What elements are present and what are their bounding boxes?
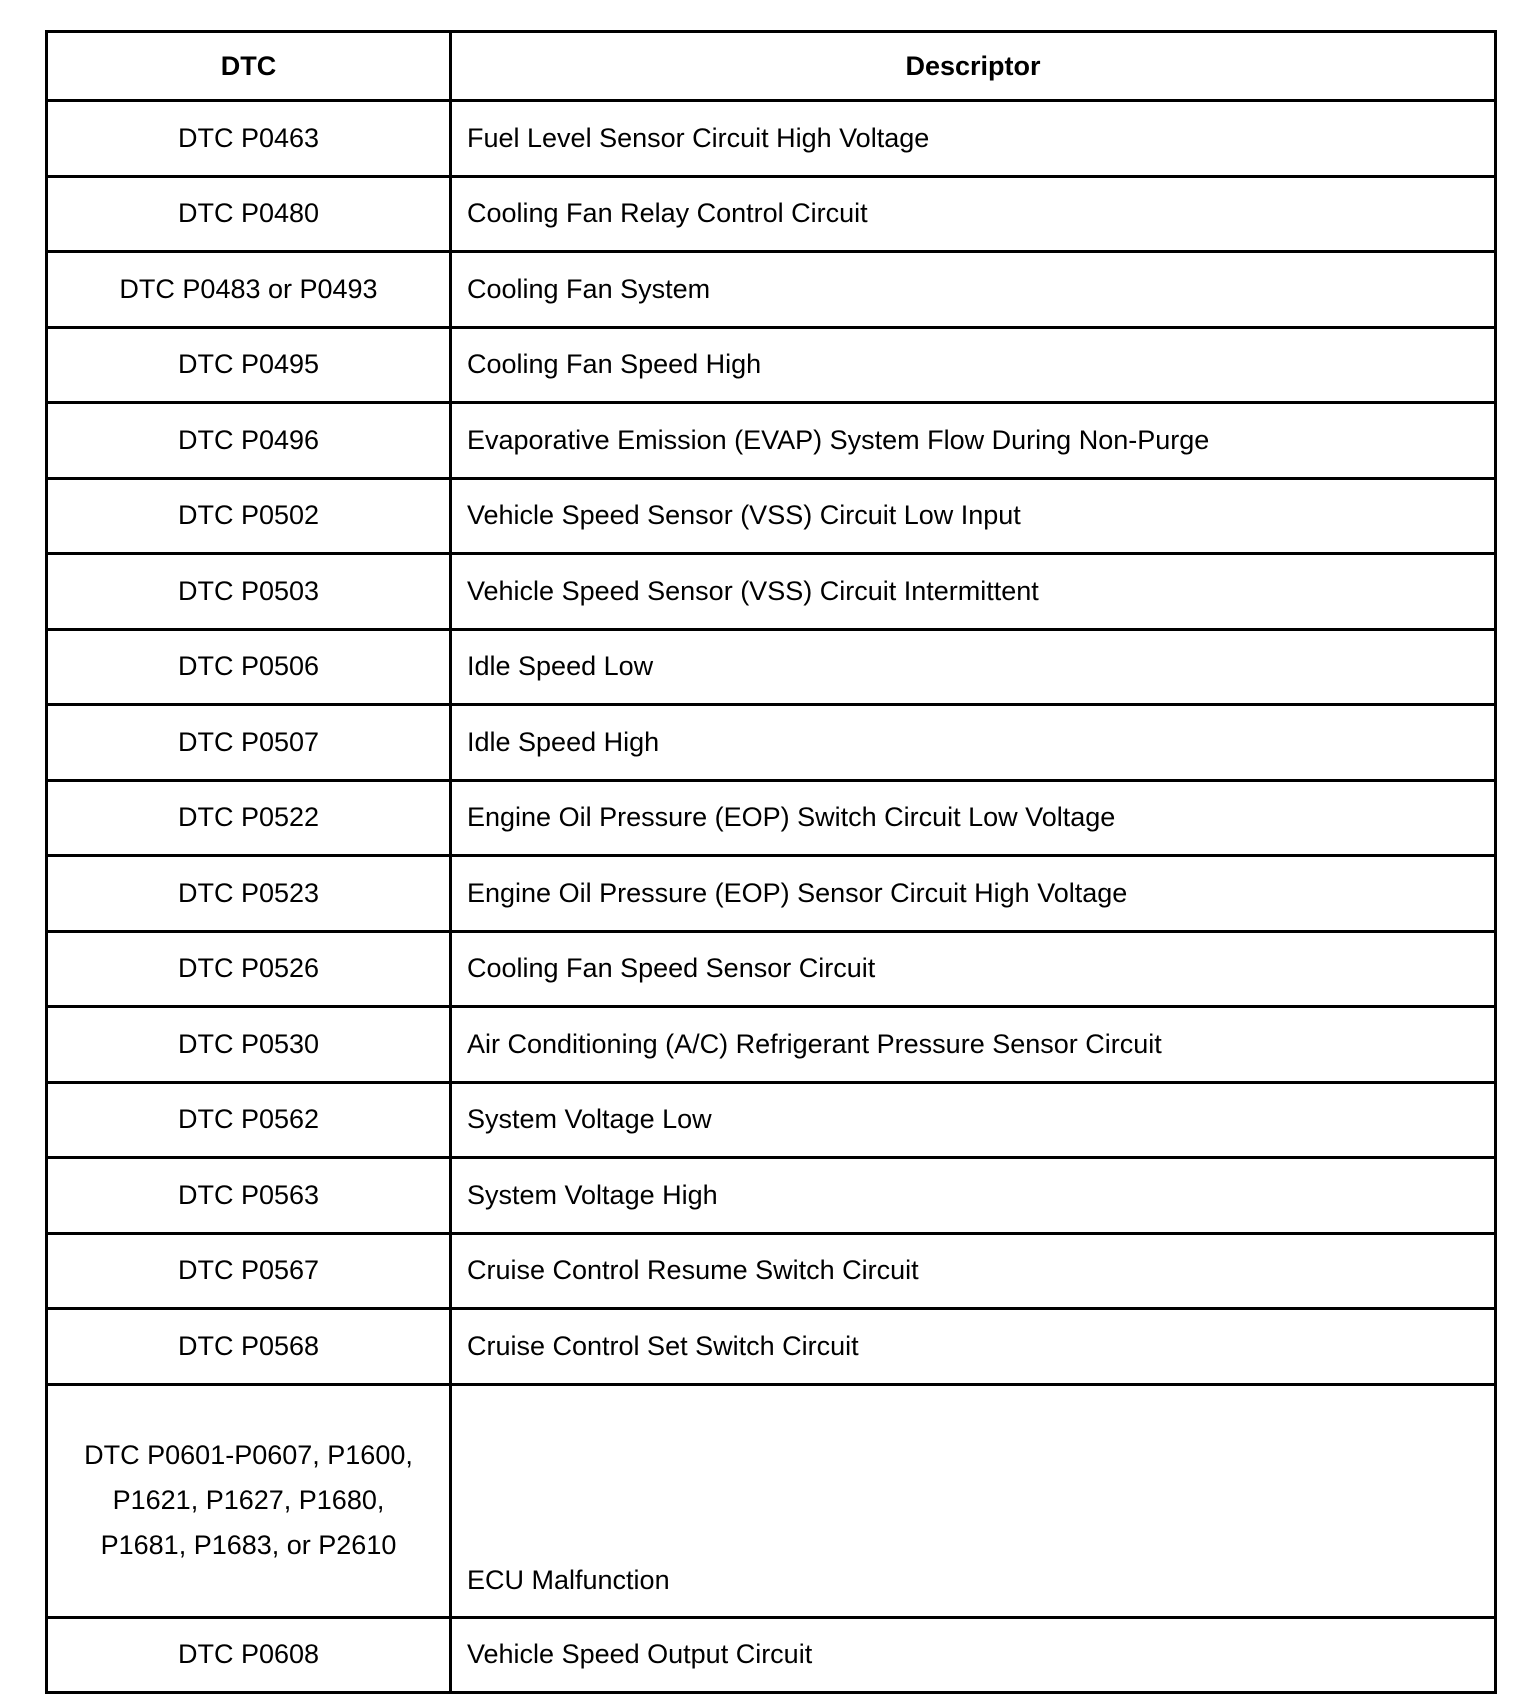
table-row <box>47 1158 1496 1234</box>
dtc-table <box>45 30 1497 1694</box>
table-row <box>47 856 1496 932</box>
dtc-code: DTC P0608 <box>47 1617 451 1693</box>
header-descriptor: Descriptor <box>451 32 1496 101</box>
dtc-descriptor: Cruise Control Set Switch Circuit <box>451 1309 1496 1385</box>
dtc-code: DTC P0562 <box>47 1082 451 1158</box>
dtc-code: DTC P0463 <box>47 101 451 177</box>
dtc-descriptor: Fuel Level Sensor Circuit High Voltage <box>451 101 1496 177</box>
dtc-descriptor: System Voltage High <box>451 1158 1496 1234</box>
table-row <box>47 1617 1496 1693</box>
dtc-descriptor: Cooling Fan Speed High <box>451 327 1496 403</box>
dtc-code: DTC P0523 <box>47 856 451 932</box>
table-row <box>47 629 1496 705</box>
table-row <box>47 780 1496 856</box>
dtc-code: DTC P0496 <box>47 403 451 479</box>
dtc-descriptor: Engine Oil Pressure (EOP) Sensor Circuit High Voltage <box>451 856 1496 932</box>
dtc-code: DTC P0526 <box>47 931 451 1007</box>
dtc-code: DTC P0480 <box>47 176 451 252</box>
table-row <box>47 1233 1496 1309</box>
dtc-descriptor: Cooling Fan System <box>451 252 1496 328</box>
table-row <box>47 478 1496 554</box>
dtc-code: DTC P0483 or P0493 <box>47 252 451 328</box>
dtc-descriptor: Evaporative Emission (EVAP) System Flow During Non-Purge <box>451 403 1496 479</box>
dtc-descriptor: Vehicle Speed Sensor (VSS) Circuit Intermittent <box>451 554 1496 630</box>
table-header-row <box>47 32 1496 101</box>
table-row <box>47 554 1496 630</box>
dtc-descriptor: Cruise Control Resume Switch Circuit <box>451 1233 1496 1309</box>
table-row <box>47 327 1496 403</box>
header-dtc: DTC <box>47 32 451 101</box>
dtc-descriptor: Engine Oil Pressure (EOP) Switch Circuit Low Voltage <box>451 780 1496 856</box>
dtc-descriptor: Cooling Fan Relay Control Circuit <box>451 176 1496 252</box>
dtc-code: DTC P0563 <box>47 1158 451 1234</box>
dtc-code: DTC P0567 <box>47 1233 451 1309</box>
dtc-descriptor: System Voltage Low <box>451 1082 1496 1158</box>
table-row <box>47 1384 1496 1617</box>
table-row <box>47 705 1496 781</box>
dtc-descriptor: ECU Malfunction <box>451 1384 1496 1617</box>
dtc-code: DTC P0530 <box>47 1007 451 1083</box>
dtc-descriptor: Vehicle Speed Output Circuit <box>451 1617 1496 1693</box>
dtc-descriptor: Idle Speed Low <box>451 629 1496 705</box>
table-row <box>47 176 1496 252</box>
table-row <box>47 1082 1496 1158</box>
dtc-code: DTC P0503 <box>47 554 451 630</box>
dtc-code: DTC P0601-P0607, P1600, P1621, P1627, P1680, P1681, P1683, or P2610 <box>47 1384 451 1617</box>
table-row <box>47 252 1496 328</box>
dtc-descriptor: Idle Speed High <box>451 705 1496 781</box>
dtc-code: DTC P0522 <box>47 780 451 856</box>
dtc-descriptor: Cooling Fan Speed Sensor Circuit <box>451 931 1496 1007</box>
table-row <box>47 1309 1496 1385</box>
dtc-code: DTC P0502 <box>47 478 451 554</box>
table-row <box>47 931 1496 1007</box>
dtc-descriptor: Vehicle Speed Sensor (VSS) Circuit Low Input <box>451 478 1496 554</box>
dtc-code: DTC P0506 <box>47 629 451 705</box>
table-row <box>47 1007 1496 1083</box>
dtc-descriptor: Air Conditioning (A/C) Refrigerant Pressure Sensor Circuit <box>451 1007 1496 1083</box>
table-row <box>47 403 1496 479</box>
dtc-code: DTC P0495 <box>47 327 451 403</box>
dtc-code: DTC P0568 <box>47 1309 451 1385</box>
dtc-code: DTC P0507 <box>47 705 451 781</box>
table-row <box>47 101 1496 177</box>
